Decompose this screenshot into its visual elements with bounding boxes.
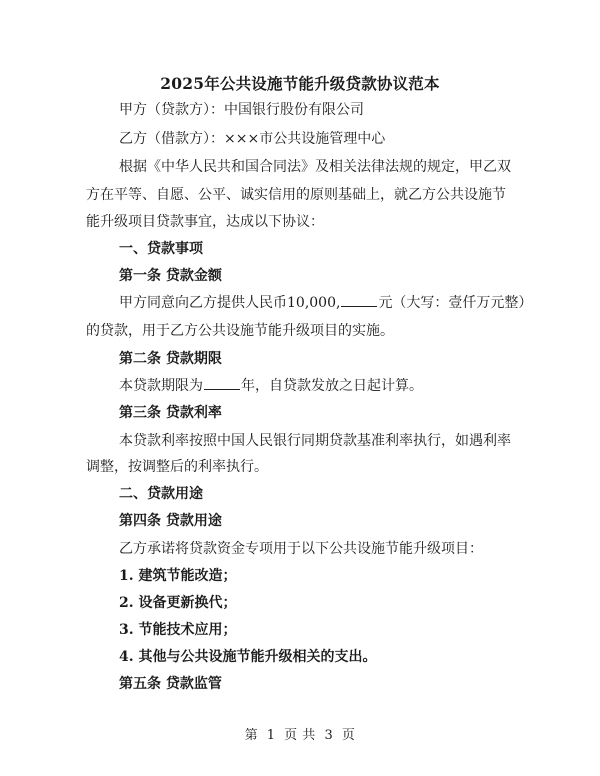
page-current: 1 [266, 728, 276, 743]
page-footer [0, 724, 600, 743]
article-2-text-pre: 本贷款期限为 [119, 378, 203, 394]
preamble-line-2: 方在平等、自愿、公平、诚实信用的原则基础上，就乙方公共设施节 [86, 187, 506, 203]
section-1-heading: 一、贷款事项 [119, 241, 203, 257]
list-item: 3. 节能技术应用； [119, 622, 237, 638]
document-title: 2025年公共设施节能升级贷款协议范本 [160, 74, 440, 93]
section-2-heading: 二、贷款用途 [119, 486, 203, 502]
preamble-line-3: 能升级项目贷款事宜，达成以下协议： [86, 214, 324, 230]
amount-blank [341, 294, 377, 307]
page-suffix: 页 [341, 728, 356, 743]
page-prefix: 第 [244, 728, 259, 743]
article-4-intro: 乙方承诺将贷款资金专项用于以下公共设施节能升级项目： [119, 541, 483, 557]
article-1-amount-text: 甲方同意向乙方提供人民币10,000, [119, 295, 341, 311]
article-3-line-1: 本贷款利率按照中国人民银行同期贷款基准利率执行，如遇利率 [119, 433, 511, 449]
article-1-line-1 [119, 294, 532, 312]
term-blank [204, 377, 240, 390]
article-2-text-post: 年，自贷款发放之日起计算。 [241, 378, 423, 394]
article-2-heading: 第二条 贷款期限 [119, 351, 222, 367]
article-1-line-2: 的贷款，用于乙方公共设施节能升级项目的实施。 [86, 323, 394, 339]
article-3-heading: 第三条 贷款利率 [119, 405, 222, 421]
page-mid: 页 共 [284, 728, 316, 743]
article-2-text [119, 377, 423, 395]
preamble-line-1: 根据《中华人民共和国合同法》及相关法律法规的规定，甲乙双 [119, 159, 511, 175]
list-item: 2. 设备更新换代； [119, 595, 237, 611]
list-item: 4. 其他与公共设施节能升级相关的支出。 [119, 649, 377, 665]
party-a: 甲方（贷款方）：中国银行股份有限公司 [119, 102, 364, 118]
page-total: 3 [324, 728, 334, 743]
article-4-heading: 第四条 贷款用途 [119, 513, 222, 529]
list-item: 1. 建筑节能改造； [119, 568, 237, 584]
article-5-heading: 第五条 贷款监管 [119, 676, 222, 692]
article-1-heading: 第一条 贷款金额 [119, 268, 222, 284]
article-3-line-2: 调整，按调整后的利率执行。 [86, 459, 268, 475]
party-b: 乙方（借款方）：×××市公共设施管理中心 [119, 131, 386, 147]
article-1-amount-caps: 元（大写：壹仟万元整） [378, 295, 533, 311]
